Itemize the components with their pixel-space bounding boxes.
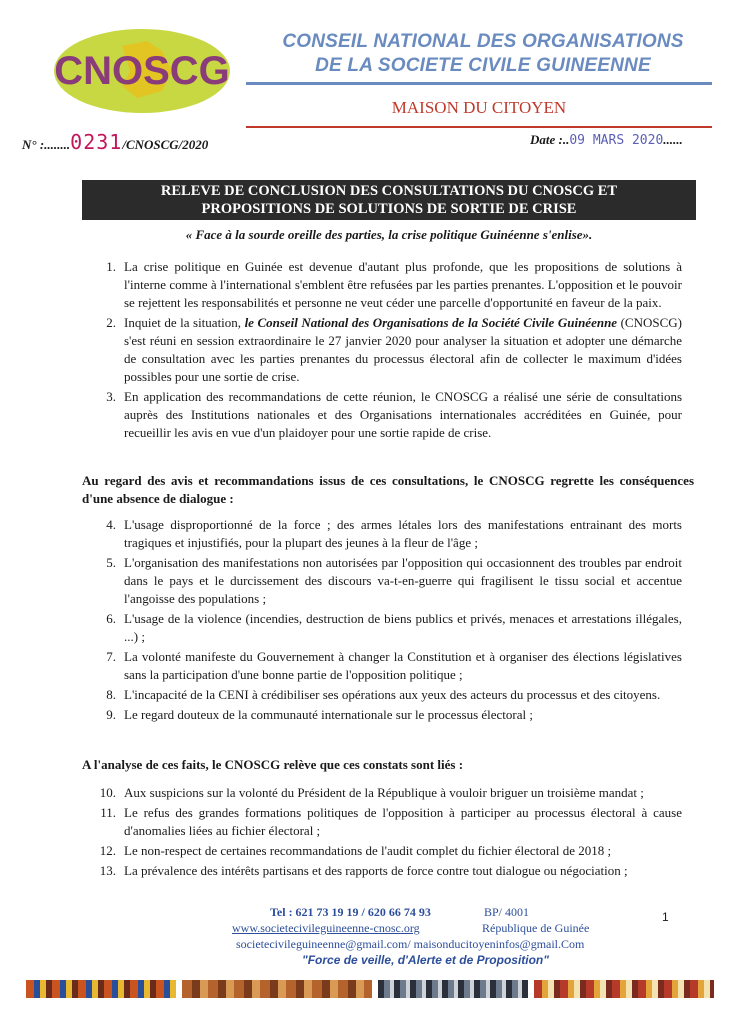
list-section-b: [86, 516, 682, 726]
list-item: 11. Le refus des grandes formations politiques de l'opposition à participer au processus électoral à cause d'anomalies liées au fichier électoral ;: [100, 805, 682, 838]
decorative-pattern-strip: [534, 980, 714, 998]
document-title-banner: RELEVE DE CONCLUSION DES CONSULTATIONS DU CNOSCG ET PROPOSITIONS DE SOLUTIONS DE SORTIE DE CRISE: [82, 180, 696, 220]
document-date: Date :..09 MARS 2020......: [530, 132, 683, 148]
logo-text: CNOSCG: [54, 49, 230, 93]
red-divider: [246, 126, 712, 128]
footer-country: République de Guinée: [482, 921, 590, 935]
list-item: 3. En application des recommandations de cette réunion, le CNOSCG a réalisé une série de consultations auprès des Institutions nationales et des Organisations internationales accréditées en Guinée, pour recueillir les avis en vue d'un plaidoyer pour une sortie rapide de crise.: [106, 389, 682, 440]
date-stamp: 09 MARS 2020: [569, 133, 664, 148]
ref-stamp: 0231: [70, 130, 123, 154]
blue-divider: [246, 82, 712, 85]
list-item: 5. L'organisation des manifestations non autorisées par l'opposition qui occasionnent des troubles par endroit dans le pays et le durcissement des discours va-t-en-guerre qui fragilisent le tissu social et accentue l'angoisse des populations ;: [106, 555, 682, 606]
page-number: 1: [662, 910, 669, 924]
list-section-c: [86, 784, 682, 882]
list-item: 6. L'usage de la violence (incendies, destruction de biens publics et privés, menaces et arrestations illégales, ...) ;: [106, 611, 682, 644]
list-item: 1. La crise politique en Guinée est devenue d'autant plus profonde, que les propositions de solutions à l'interne comme à l'international s'emblent être refusées par les parties prenantes. L'opposition et le pouvoir se rejettent les responsabilités et personne ne veut céder une parcelle d'opportunité en faveur de la paix.: [106, 259, 682, 310]
section-heading-consequences: Au regard des avis et recommandations issus de ces consultations, le CNOSCG regrette les conséquences d'une absence de dialogue :: [82, 473, 694, 506]
list-item: 13. La prévalence des intérêts partisans et des rapports de force contre tout dialogue ou négociation ;: [99, 863, 628, 878]
footer-phone: Tel : 621 73 19 19 / 620 66 74 93: [270, 905, 431, 919]
reference-number: N° :........0231/CNOSCG/2020: [22, 130, 209, 154]
document-subtitle: « Face à la sourde oreille des parties, la crise politique Guinéenne s'enlise».: [185, 227, 593, 242]
footer-website-link[interactable]: www.societecivileguineenne-cnosc.org: [232, 921, 420, 935]
decorative-pattern-strip: [378, 980, 528, 998]
list-item: 8. L'incapacité de la CENI à crédibiliser ses opérations aux yeux des acteurs du processus et des citoyens.: [106, 687, 661, 702]
list-item: 12. Le non-respect de certaines recommandations de l'audit complet du fichier électoral de 2018 ;: [99, 843, 612, 858]
list-item: 7. La volonté manifeste du Gouvernement à changer la Constitution et à organiser des élections législatives sans la participation d'une bonne partie de l'opposition politique ;: [106, 649, 682, 682]
decorative-pattern-strip: [182, 980, 372, 998]
footer-motto: "Force de veille, d'Alerte et de Proposition": [302, 953, 549, 967]
footer-emails: societecivileguineenne@gmail.com/ maisonducitoyeninfos@gmail.Com: [236, 937, 585, 951]
organisation-name: CONSEIL NATIONAL DES ORGANISATIONS DE LA SOCIETE CIVILE GUINEENNE: [282, 31, 684, 76]
list-item: 9. Le regard douteux de la communauté internationale sur le processus électoral ;: [106, 707, 533, 722]
footer-po-box: BP/ 4001: [484, 905, 530, 919]
section-heading-causes: A l'analyse de ces faits, le CNOSCG relève que ces constats sont liés :: [82, 757, 464, 772]
decorative-pattern-strip: [26, 980, 176, 998]
list-item: 4. L'usage disproportionné de la force ; des armes létales lors des manifestations entrainant des morts tragiques et injustifiés, pour la plupart des jeunes à la fleur de l'âge ;: [106, 517, 682, 550]
list-section-a: [86, 258, 682, 444]
cnoscg-logo: [52, 26, 232, 116]
maison-du-citoyen: MAISON DU CITOYEN: [391, 98, 567, 117]
list-item: 10. Aux suspicions sur la volonté du Président de la République à vouloir briguer un troisième mandat ;: [99, 785, 644, 800]
list-item: 2. Inquiet de la situation, le Conseil National des Organisations de la Société Civile Guinéenne (CNOSCG) s'est réuni en session extraordinaire le 27 janvier 2020 pour analyser la situation et adopter une démarche de consultation avec les parties prenantes du processus électoral afin de collecter le maximum d'idées possibles pour une sortie de crise.: [106, 315, 682, 384]
